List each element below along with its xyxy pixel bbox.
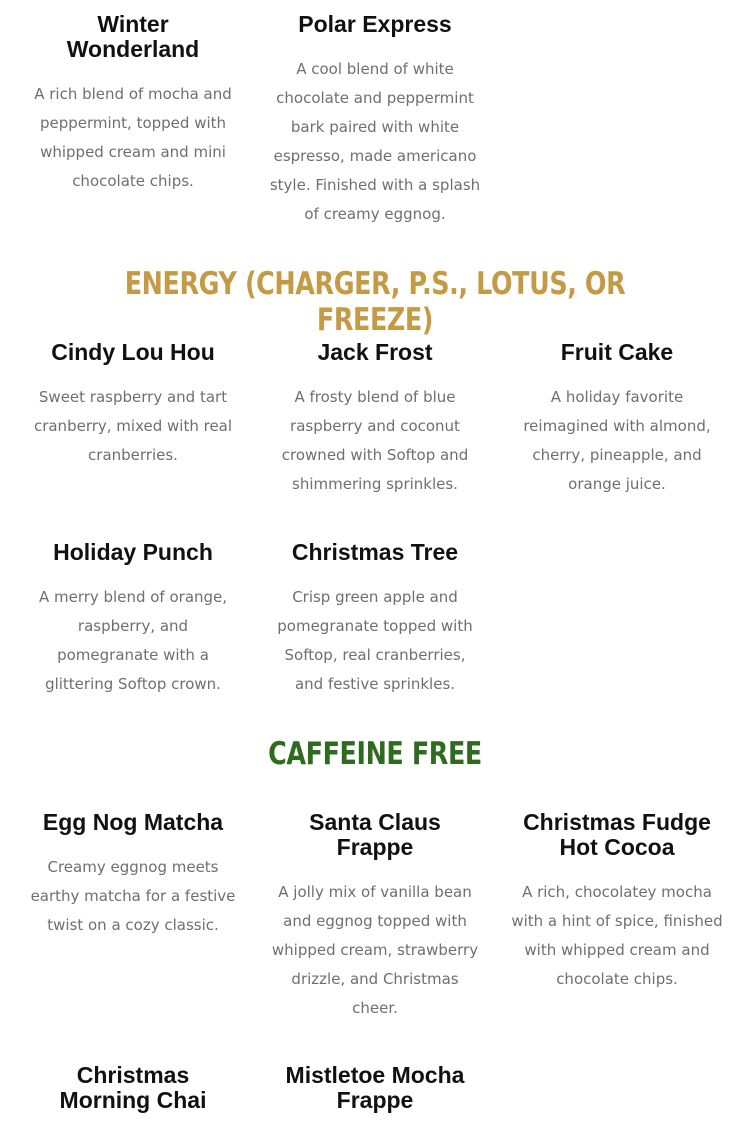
menu-item-polar-express <box>254 12 496 229</box>
menu-item-mistletoe-mocha-frappe <box>254 1063 496 1131</box>
menu-item-fruit-cake <box>496 340 738 499</box>
menu-item-title: Christmas Morning Chai <box>59 1062 207 1113</box>
menu-item-title: Jack Frost <box>317 339 433 365</box>
menu-item-egg-nog-matcha <box>12 810 254 1023</box>
menu-item-empty <box>496 1063 738 1131</box>
menu-item-jack-frost <box>254 340 496 499</box>
menu-item-christmas-tree <box>254 540 496 699</box>
menu-item-winter-wonderland <box>12 12 254 229</box>
menu-row-caffeine-free-2 <box>0 1063 750 1131</box>
menu-item-title: Christmas Fudge Hot Cocoa <box>523 809 711 860</box>
menu-item-description: A merry blend of orange, raspberry, and pomegranate with a glittering Softop crown. <box>38 588 228 693</box>
menu-item-title: Christmas Tree <box>291 539 459 565</box>
menu-item-description: A cool blend of white chocolate and peppermint bark paired with white espresso, made americano style. Finished with a splash of creamy eggnog. <box>269 60 481 223</box>
menu-item-description: A frosty blend of blue raspberry and coconut crowned with Softop and shimmering sprinkles. <box>281 388 469 493</box>
menu-row-energy-1 <box>0 340 750 499</box>
menu-item-santa-claus-frappe <box>254 810 496 1023</box>
menu-item-title: Egg Nog Matcha <box>42 809 224 835</box>
menu-item-title: Mistletoe Mocha Frappe <box>285 1062 465 1113</box>
menu-row-top <box>0 12 750 229</box>
section-heading-energy: ENERGY (CHARGER, P.S., LOTUS, OR FREEZE) <box>124 266 626 338</box>
menu-item-title: Winter Wonderland <box>66 11 200 62</box>
menu-item-title: Holiday Punch <box>53 539 213 565</box>
menu-item-title: Cindy Lou Hou <box>51 339 215 365</box>
menu-item-description: A rich, chocolatey mocha with a hint of spice, finished with whipped cream and chocolate chips. <box>511 883 723 988</box>
menu-item-title: Polar Express <box>298 11 452 37</box>
menu-item-description: A jolly mix of vanilla bean and eggnog topped with whipped cream, strawberry drizzle, and Christmas cheer. <box>271 883 479 1017</box>
menu-item-description: Creamy eggnog meets earthy matcha for a festive twist on a cozy classic. <box>30 858 236 934</box>
menu-item-title: Fruit Cake <box>560 339 674 365</box>
menu-item-holiday-punch <box>12 540 254 699</box>
menu-item-description: A holiday favorite reimagined with almond, cherry, pineapple, and orange juice. <box>523 388 711 493</box>
menu-item-description: A rich blend of mocha and peppermint, topped with whipped cream and mini chocolate chips. <box>34 85 232 190</box>
menu-item-christmas-morning-chai <box>12 1063 254 1131</box>
menu-row-energy-2 <box>0 540 750 699</box>
section-heading-caffeine-free: CAFFEINE FREE <box>268 736 482 772</box>
menu-item-title: Santa Claus Frappe <box>309 809 441 860</box>
menu-row-caffeine-free-1 <box>0 810 750 1023</box>
menu-item-cindy-lou-hou <box>12 340 254 499</box>
menu-item-empty <box>496 540 738 699</box>
menu-item-empty <box>496 12 738 229</box>
menu-item-description: Crisp green apple and pomegranate topped with Softop, real cranberries, and festive sprinkles. <box>277 588 473 693</box>
menu-item-description: Sweet raspberry and tart cranberry, mixed with real cranberries. <box>33 388 233 464</box>
menu-item-christmas-fudge-hot-cocoa <box>496 810 738 1023</box>
